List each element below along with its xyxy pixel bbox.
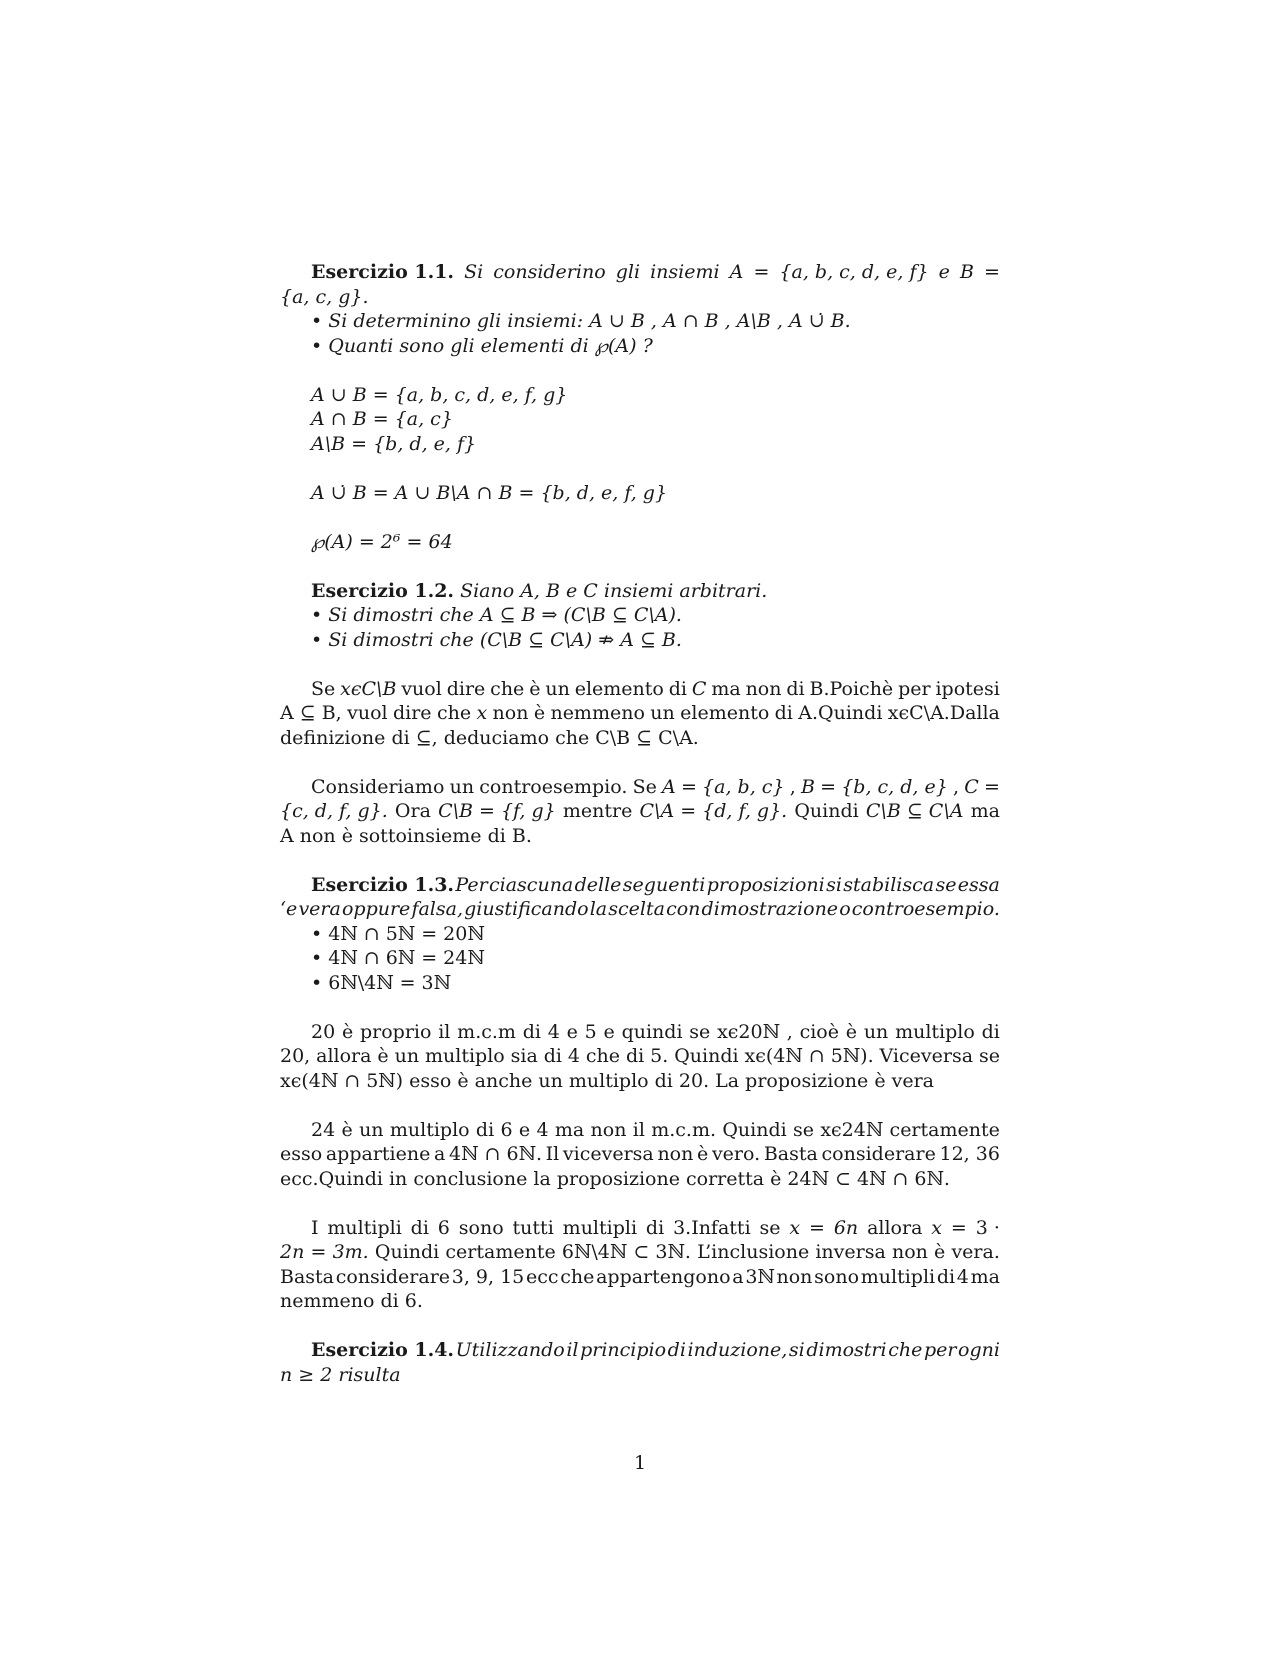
text-span: x [476, 702, 488, 724]
paragraph-line: ecc.Quindi in conclusione la proposizione corretta è 24ℕ ⊂ 4ℕ ∩ 6ℕ. [280, 1167, 950, 1190]
solution-union: A ∪ B = {a, b, c, d, e, f, g} [311, 383, 568, 406]
text-span: vero. [711, 1143, 761, 1165]
text-span: è [934, 1241, 946, 1263]
paragraph-line [280, 677, 1000, 702]
text-span: Quindi [722, 1118, 787, 1141]
text-span: considerare [821, 1143, 936, 1165]
text-span: controesempio. [851, 898, 1000, 920]
text-span: proposizioni [706, 873, 825, 896]
text-span: I [311, 1216, 319, 1239]
text-span: dire [446, 677, 486, 700]
w: considerino [493, 261, 606, 283]
paragraph-line [280, 799, 1000, 824]
solution-intersection: A ∩ B = {a, c} [311, 408, 453, 430]
paragraph-line: nemmeno di 6. [280, 1290, 423, 1312]
text-span: ⊂ [633, 1241, 650, 1263]
text-span: 6 [500, 1118, 513, 1141]
text-span: multipli [860, 1265, 936, 1288]
text-span: controesempio. [479, 775, 628, 798]
text-span: si [788, 1339, 805, 1361]
text-span: ciascuna [489, 873, 574, 896]
text-span: Quindi [674, 1045, 739, 1067]
text-span: che [585, 1045, 621, 1067]
text-span: 3ℕ. [655, 1241, 691, 1263]
text-span: Consideriamo [311, 775, 445, 798]
text-span: L’inclusione [697, 1241, 810, 1263]
paragraph-gap [280, 848, 1000, 873]
text-span: non [891, 1241, 928, 1263]
text-span: tutti [512, 1216, 554, 1239]
text-span: Utilizzando [455, 1339, 565, 1361]
text-span: multiplo [895, 1020, 975, 1043]
text-span: 6n [833, 1216, 859, 1239]
text-span: viceversa [562, 1143, 654, 1165]
text-span: certamente [445, 1241, 556, 1263]
text-span: è [341, 1118, 353, 1141]
exercise-1-1-bullet-2: • Quanti sono gli elementi di ℘(A) ? [311, 334, 653, 357]
paragraph-gap [280, 1093, 1000, 1118]
text-span: 5 [584, 1020, 597, 1043]
text-span: , [786, 1020, 793, 1043]
text-span: xϵC\B [340, 677, 397, 700]
w: gli [615, 261, 641, 283]
paragraph-gap [280, 505, 1000, 530]
text-span: m.c.m. [651, 1118, 717, 1141]
text-span: xϵ(4ℕ ∩ 5ℕ). [744, 1045, 874, 1067]
text-span: con [666, 898, 701, 920]
text-span: sia [510, 1045, 538, 1067]
text-span: multipli [562, 1216, 638, 1239]
exercise-1-2-statement: Siano A, B e C insiemi arbitrari. [460, 579, 768, 602]
text-span: se [759, 1216, 781, 1239]
text-span: m.c.m [457, 1020, 516, 1043]
text-span: è [377, 1045, 389, 1067]
paragraph-line [280, 1020, 1000, 1045]
text-span: se [793, 1118, 815, 1141]
text-span: ma [970, 1265, 1000, 1288]
text-span: non [492, 702, 529, 724]
text-span: A [662, 775, 676, 798]
text-span: C\B = {f, g} [438, 800, 556, 822]
solution-power-set: ℘(A) = 2⁶ = 64 [311, 530, 453, 553]
text-span: dire [392, 702, 432, 724]
text-span: xϵ20ℕ [717, 1020, 780, 1043]
text-span: delle [574, 873, 622, 896]
text-span: di [981, 1020, 1000, 1043]
paragraph-line [280, 1216, 1000, 1241]
text-span: non [657, 1143, 694, 1165]
text-span: vuol [401, 677, 442, 700]
text-span: a [434, 1143, 446, 1165]
solution-symmetric-difference: A ∪̇ B = A ∪ B\A ∩ B = {b, d, e, f, g} [311, 481, 668, 504]
text-span: 2n [280, 1241, 305, 1263]
text-span: = [983, 775, 1000, 798]
paragraph-line [280, 701, 1000, 726]
text-span: Viceversa [879, 1045, 974, 1067]
text-span: 24 [311, 1118, 336, 1141]
text-span: = [809, 1216, 825, 1239]
text-span: Basta [763, 1143, 818, 1165]
text-span: giustificando [464, 898, 589, 920]
text-span: di [475, 1118, 495, 1141]
paragraph-line: xϵ(4ℕ ∩ 5ℕ) esso è anche un multiplo di 20. La proposizione è vera [280, 1069, 934, 1092]
text-span: ipotesi [935, 677, 1000, 700]
text-span: 4 [956, 1265, 969, 1288]
text-span: considerare [335, 1265, 451, 1288]
w: Si [464, 261, 484, 283]
text-span: mentre [562, 800, 633, 822]
text-span: se [689, 1020, 711, 1043]
text-span: x [789, 1216, 801, 1239]
w: e [938, 261, 950, 283]
text-span: ma [554, 1118, 585, 1141]
paragraph-gap [280, 554, 1000, 579]
text-span: ma [970, 800, 1000, 822]
w: insiemi [650, 261, 720, 283]
exercise-1-2-heading [280, 579, 1000, 604]
text-span: di [668, 677, 687, 700]
text-span: 5. [650, 1045, 669, 1067]
text-span: A ⊆ B, [280, 702, 342, 724]
text-span: = [310, 1241, 327, 1263]
text-span: a [732, 1265, 744, 1288]
text-span: Quindi [374, 1241, 440, 1263]
paragraph-gap [280, 1191, 1000, 1216]
text-span: B [800, 775, 815, 798]
paragraph-line [280, 1240, 1000, 1265]
text-span: C [964, 775, 979, 798]
text-span: cioè [799, 1020, 839, 1043]
exercise-1-1-bullet-1: • Si determinino gli insiemi: A ∪ B , A ∩ B , A\B , A ∪̇ B. [311, 310, 851, 332]
text-span: , [953, 775, 960, 798]
paragraph-line [280, 1044, 1000, 1069]
text-span: è [845, 1020, 858, 1043]
text-span: un [545, 677, 570, 700]
exercise-1-2-title: Esercizio 1.2. [311, 579, 455, 602]
exercise-1-4-heading-cont: n ≥ 2 risulta [280, 1363, 401, 1386]
text-span: , [789, 775, 796, 798]
text-span: un [394, 1045, 420, 1067]
exercise-1-3-heading-cont [280, 897, 1000, 922]
text-span: di [645, 1216, 665, 1239]
text-span: induzione, [687, 1339, 788, 1361]
text-span: oppure [341, 898, 411, 920]
text-span: è [529, 677, 541, 700]
text-span: ecc [525, 1265, 559, 1288]
text-span: Se [632, 775, 657, 798]
text-span: Ora [394, 800, 431, 822]
w: {a, b, c, d, e, f} [779, 261, 929, 283]
text-span: 3ℕ [745, 1265, 775, 1288]
text-span: C\B ⊆ C\A [865, 800, 964, 822]
paragraph-line: definizione di ⊆, deduciamo che C\B ⊆ C\A. [280, 726, 699, 749]
text-span: o [839, 898, 851, 920]
text-span: un [359, 1118, 384, 1141]
paragraph-line [280, 775, 1000, 800]
document-body [280, 260, 1000, 1387]
text-span: ‘e [280, 898, 298, 920]
text-span: di [410, 1216, 429, 1239]
text-span: dimostrazione [701, 898, 839, 920]
text-span: è [341, 1020, 354, 1043]
text-span: per [923, 1339, 957, 1361]
text-span: inversa [815, 1241, 886, 1263]
exercise-1-3-bullet-1: • 4ℕ ∩ 5ℕ = 20ℕ [311, 922, 485, 945]
text-span: 4 [547, 1020, 560, 1043]
text-span: il [566, 1339, 579, 1361]
text-span: è [533, 702, 546, 724]
text-span: la [589, 898, 608, 920]
text-span: se [978, 1045, 1000, 1067]
text-span: 4 [536, 1118, 549, 1141]
text-span: Quindi [794, 800, 859, 822]
text-span: è [697, 1143, 709, 1165]
text-span: xϵC\A.Dalla [887, 702, 1000, 724]
paragraph-line [280, 1142, 1000, 1167]
text-span: multiplo [389, 1118, 470, 1141]
text-span: vuol [347, 702, 388, 724]
text-span: essa [957, 873, 1000, 896]
text-span: {c, d, f, g}. [280, 800, 388, 822]
text-span: per [898, 677, 931, 700]
text-span: certamente [889, 1118, 1000, 1141]
text-span: che [490, 677, 525, 700]
text-span: non [776, 1265, 813, 1288]
text-span: di [667, 1339, 686, 1361]
text-span: 3.Infatti [673, 1216, 751, 1239]
text-span: e [518, 1118, 531, 1141]
text-span: un [650, 702, 675, 724]
text-span: di [625, 1045, 645, 1067]
text-span: elemento [680, 702, 770, 724]
text-span: scelta [608, 898, 665, 920]
text-span: sono [458, 1216, 504, 1239]
exercise-1-1-heading-cont: {a, c, g}. [280, 285, 369, 308]
text-span: Per [455, 873, 488, 896]
text-span: si [826, 873, 842, 896]
text-span: e [566, 1020, 578, 1043]
exercise-1-2-bullet-1: • Si dimostri che A ⊆ B ⇒ (C\B ⊆ C\A). [311, 604, 682, 626]
text-span: 20, [280, 1045, 311, 1067]
text-span: di [936, 1265, 956, 1288]
text-span: multipli [327, 1216, 402, 1239]
text-span: un [863, 1020, 889, 1043]
text-span: = [820, 775, 837, 798]
text-span: allora [867, 1216, 923, 1239]
text-span: x [931, 1216, 943, 1239]
paragraph-gap [280, 456, 1000, 481]
text-span: {b, c, d, e} [841, 775, 948, 798]
text-span: di [774, 702, 793, 724]
text-span: il [438, 1020, 451, 1043]
text-span: Il [545, 1143, 560, 1165]
paragraph-gap [280, 750, 1000, 775]
w: A [729, 261, 744, 283]
text-span: di [786, 677, 805, 700]
text-span: multiplo [424, 1045, 505, 1067]
text-span: B.Poichè [809, 677, 894, 700]
text-span: vera [298, 898, 341, 920]
paragraph-gap [280, 995, 1000, 1020]
page-number: 1 [633, 1452, 647, 1474]
exercise-1-4-heading [280, 1338, 1000, 1363]
text-span: che [436, 702, 472, 724]
paragraph-line [280, 1265, 1000, 1290]
w: B [959, 261, 974, 283]
text-span: dimostri [806, 1339, 887, 1361]
solution-difference: A\B = {b, d, e, f} [311, 432, 477, 455]
exercise-1-3-title: Esercizio 1.3. [311, 873, 455, 896]
text-span: xϵ24ℕ [820, 1118, 884, 1141]
text-span: di [543, 1045, 562, 1067]
exercise-1-3-heading [280, 873, 1000, 898]
text-span: = [680, 775, 697, 798]
w: = [983, 261, 1000, 283]
text-span: principio [580, 1339, 667, 1361]
text-span: falsa, [411, 898, 463, 920]
text-span: nemmeno [550, 702, 645, 724]
text-span: C\A = {d, f, g}. [639, 800, 788, 822]
text-span: di [522, 1020, 541, 1043]
text-span: 20 [311, 1020, 336, 1043]
text-span: elemento [574, 677, 664, 700]
text-span: appartiene [325, 1143, 431, 1165]
text-span: e [603, 1020, 615, 1043]
exercise-1-3-bullet-2: • 4ℕ ∩ 6ℕ = 24ℕ [311, 947, 485, 969]
text-span: esso [280, 1143, 323, 1165]
text-span: sono [814, 1265, 860, 1288]
text-span: 3m. [332, 1241, 369, 1263]
text-span: non [590, 1118, 627, 1141]
text-span: il [632, 1118, 645, 1141]
text-span: Se [311, 677, 336, 700]
text-span: Basta [280, 1265, 335, 1288]
exercise-1-3-bullet-3: • 6ℕ\4ℕ = 3ℕ [311, 971, 452, 994]
text-span: ogni [958, 1339, 1000, 1361]
paragraph-line: A non è sottoinsieme di B. [280, 824, 532, 847]
paragraph-gap [280, 358, 1000, 383]
text-span: che [888, 1339, 923, 1361]
text-span: allora [316, 1045, 372, 1067]
text-span: proprio [360, 1020, 432, 1043]
text-span: 3, 9, 15 [451, 1265, 525, 1288]
text-span: appartengono [596, 1265, 731, 1288]
text-span: 4ℕ ∩ 6ℕ. [449, 1143, 542, 1165]
text-span: vera. [951, 1241, 1000, 1263]
text-span: {a, b, c} [702, 775, 785, 798]
text-span: se [935, 873, 957, 896]
exercise-1-4-title: Esercizio 1.4. [311, 1339, 455, 1361]
w: = [753, 261, 770, 283]
text-span: che [560, 1265, 595, 1288]
exercise-1-1-title: Esercizio 1.1. [311, 261, 455, 283]
text-span: = [950, 1216, 967, 1239]
text-span: 6 [437, 1216, 450, 1239]
paragraph-gap [280, 1314, 1000, 1339]
text-span: 3 · [975, 1216, 1000, 1239]
paragraph-line [280, 1118, 1000, 1143]
text-span: 4 [567, 1045, 580, 1067]
text-span: quindi [621, 1020, 683, 1043]
text-span: A.Quindi [798, 702, 883, 724]
exercise-1-1-heading-line [280, 260, 1000, 285]
text-span: ma [711, 677, 741, 700]
text-span: un [449, 775, 475, 798]
text-span: seguenti [622, 873, 706, 896]
text-span: non [745, 677, 782, 700]
text-span: stabilisca [843, 873, 935, 896]
text-span: C [691, 677, 707, 700]
text-span: 12, 36 [939, 1143, 1000, 1165]
paragraph-gap [280, 652, 1000, 677]
text-span: 6ℕ\4ℕ [561, 1241, 628, 1263]
exercise-1-2-bullet-2: • Si dimostri che (C\B ⊆ C\A) ⇏ A ⊆ B. [311, 628, 682, 651]
